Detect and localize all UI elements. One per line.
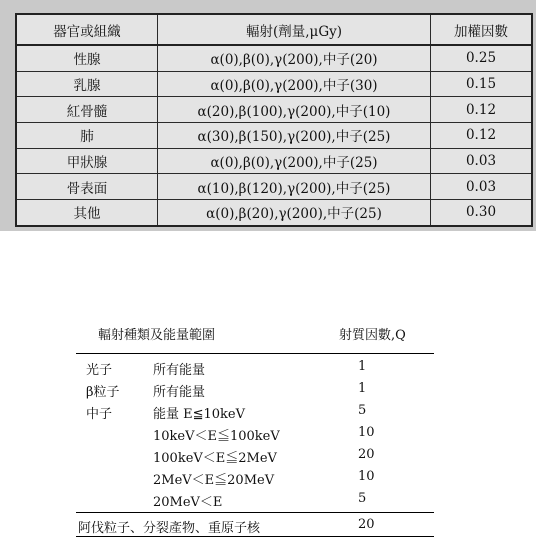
energy-range-cell: 10keV＜E≦100keV <box>153 429 280 444</box>
organ-cell: 骨表面 <box>16 174 158 200</box>
table-header-row <box>16 14 532 45</box>
organ-cell: 乳腺 <box>16 71 158 97</box>
organ-cell: 性腺 <box>16 45 158 71</box>
dose-cell: α(0),β(20),γ(200),中子(25) <box>158 200 431 226</box>
dose-cell: α(0),β(0),γ(200),中子(20) <box>158 45 431 71</box>
q-value-cell: 5 <box>358 403 367 418</box>
header-organ: 器官或組織 <box>16 14 158 45</box>
header-radiation-type: 輻射種類及能量範圍 <box>98 328 216 343</box>
header-dose: 輻射(劑量,μGy) <box>158 14 431 45</box>
scanned-table-image <box>0 0 536 231</box>
q-value-cell: 20 <box>358 517 375 532</box>
factor-cell: 0.25 <box>431 45 533 71</box>
table-row <box>16 148 532 174</box>
factor-cell: 0.12 <box>431 97 533 123</box>
tissue-weighting-table <box>15 13 533 227</box>
organ-cell: 肺 <box>16 123 158 149</box>
q-value-cell: 10 <box>358 469 375 484</box>
radiation-type-cell: 中子 <box>86 407 113 422</box>
q-value-cell: 5 <box>358 491 367 506</box>
energy-range-cell: 2MeV＜E≦20MeV <box>153 473 275 488</box>
table-top-rule <box>76 353 434 354</box>
dose-cell: α(0),β(0),γ(200),中子(25) <box>158 148 431 174</box>
heavy-particle-type-cell: 阿伐粒子、分裂產物、重原子核 <box>78 521 261 536</box>
table-row <box>16 45 532 71</box>
factor-cell: 0.03 <box>431 148 533 174</box>
dose-cell: α(30),β(150),γ(200),中子(25) <box>158 123 431 149</box>
dose-cell: α(0),β(0),γ(200),中子(30) <box>158 71 431 97</box>
factor-cell: 0.30 <box>431 200 533 226</box>
energy-range-cell: 所有能量 <box>153 363 206 378</box>
radiation-type-cell: β粒子 <box>86 385 120 400</box>
table-row <box>16 123 532 149</box>
table-mid-rule <box>76 512 434 513</box>
organ-cell: 紅骨髓 <box>16 97 158 123</box>
table-row <box>16 97 532 123</box>
factor-cell: 0.12 <box>431 123 533 149</box>
energy-range-cell: 20MeV＜E <box>153 495 223 510</box>
energy-range-cell: 所有能量 <box>153 385 206 400</box>
q-value-cell: 1 <box>358 381 367 396</box>
table-bottom-rule <box>76 536 434 537</box>
energy-range-cell: 100keV＜E≦2MeV <box>153 451 277 466</box>
table-row <box>16 174 532 200</box>
factor-cell: 0.03 <box>431 174 533 200</box>
q-value-cell: 1 <box>358 359 367 374</box>
radiation-type-cell: 光子 <box>86 363 113 378</box>
energy-range-cell: 能量 E≦10keV <box>153 407 246 422</box>
table-row <box>16 71 532 97</box>
header-quality-factor: 射質因數,Q <box>339 328 406 343</box>
dose-cell: α(10),β(120),γ(200),中子(25) <box>158 174 431 200</box>
organ-cell: 甲狀腺 <box>16 148 158 174</box>
factor-cell: 0.15 <box>431 71 533 97</box>
dose-cell: α(20),β(100),γ(200),中子(10) <box>158 97 431 123</box>
q-value-cell: 20 <box>358 447 375 462</box>
table-row <box>16 200 532 226</box>
header-factor: 加權因數 <box>431 14 533 45</box>
q-value-cell: 10 <box>358 425 375 440</box>
organ-cell: 其他 <box>16 200 158 226</box>
